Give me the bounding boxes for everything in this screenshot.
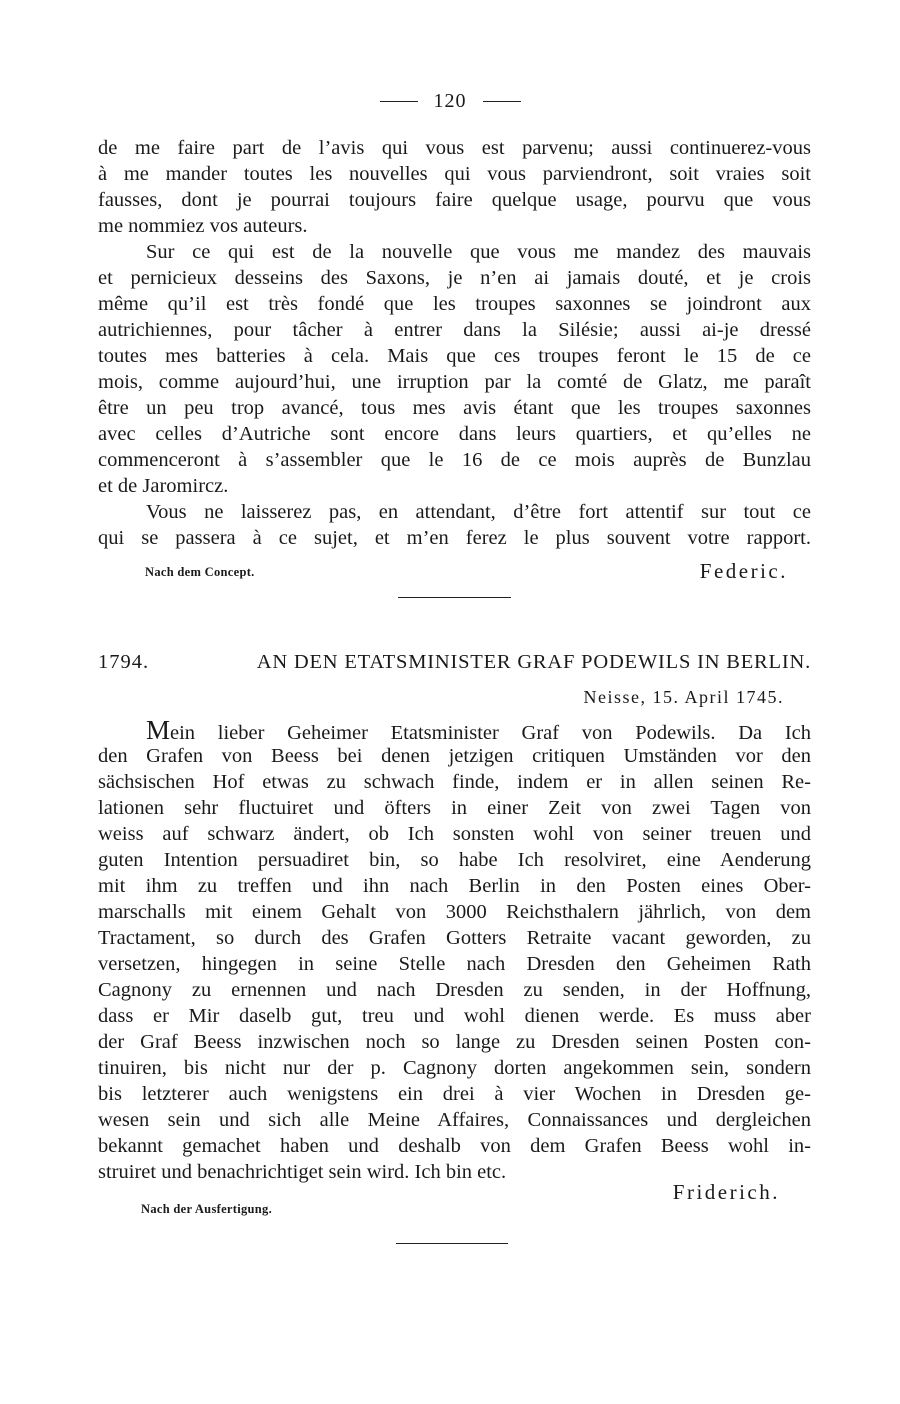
text-line: dass er Mir daselb gut, treu und wohl dienen werde. Es muss aber [98,1005,811,1027]
text-line: marschalls mit einem Gehalt von 3000 Reichsthalern jährlich, von dem [98,901,811,923]
text-line: commenceront à s’assembler que le 16 de ce mois auprès de Bunzlau [98,449,811,471]
text-line: être un peu trop avancé, tous mes avis étant que les troupes saxonnes [98,397,811,419]
text-line: lationen sehr fluctuiret und öfters in einer Zeit von zwei Tagen von [98,797,811,819]
header-rule-left [380,101,418,102]
letter-number: 1794. [98,651,150,673]
section-divider [396,1243,508,1244]
signature: Friderich. [672,1180,780,1204]
source-note: Nach dem Concept. [145,565,255,579]
text-line: autrichiennes, pour tâcher à entrer dans la Silésie; aussi ai-je dressé [98,319,811,341]
text-line: versetzen, hingegen in seine Stelle nach Dresden den Geheimen Rath [98,953,811,975]
text-line: avec celles d’Autriche sont encore dans leurs quartiers, et qu’elles ne [98,423,811,445]
text-line: guten Intention persuadiret bin, so habe Ich resolviret, eine Aenderung [98,849,811,871]
text-line: mit ihm zu treffen und ihn nach Berlin in den Posten eines Ober- [98,875,811,897]
text-line: mois, comme aujourd’hui, une irruption par la comté de Glatz, me paraît [98,371,811,393]
letter-1793-body [98,135,811,551]
text-line: weiss auf schwarz ändert, ob Ich sonsten wohl von seiner treuen und [98,823,811,845]
text-line: der Graf Beess inzwischen noch so lange zu Dresden seinen Posten con- [98,1031,811,1053]
page-number: 120 [433,89,467,112]
text-line: bis letzterer auch wenigstens ein drei à vier Wochen in Dresden ge- [98,1083,811,1105]
signature: Federic. [699,559,788,583]
section-divider [398,597,511,598]
text-line: Mein lieber Geheimer Etatsminister Graf von Podewils. Da Ich [146,715,811,745]
text-line: et de Jaromircz. [98,475,229,497]
text-line: fausses, dont je pourrai toujours faire quelque usage, pourvu que vous [98,189,811,211]
text-line: den Grafen von Beess bei denen jetzigen critiquen Umständen vor den [98,745,811,767]
text-line: struiret und benachrichtiget sein wird. Ich bin etc. [98,1161,507,1183]
text-line: me nommiez vos auteurs. [98,215,308,237]
initial-letter: M [146,715,171,745]
text-line: Vous ne laisserez pas, en attendant, d’être fort attentif sur tout ce [146,501,811,523]
text-line: de me faire part de l’avis qui vous est parvenu; aussi continuerez-vous [98,137,811,159]
header-rule-right [483,101,521,102]
text-line: Sur ce qui est de la nouvelle que vous me mandez des mauvais [146,241,811,263]
text-line: qui se passera à ce sujet, et m’en ferez le plus souvent votre rapport. [98,527,811,549]
text-line: Cagnony zu ernennen und nach Dresden zu senden, in der Hoffnung, [98,979,811,1001]
letter-dateline: Neisse, 15. April 1745. [583,687,784,707]
letter-addressee: AN DEN ETATSMINISTER GRAF PODEWILS IN BERLIN. [256,651,811,673]
text-line: toutes mes batteries à cela. Mais que ces troupes feront le 15 de ce [98,345,811,367]
letter-1794-body [98,717,811,1185]
page-header [0,88,900,114]
text-line: bekannt gemachet haben und deshalb von dem Grafen Beess wohl in- [98,1135,811,1157]
text-line: et pernicieux desseins des Saxons, je n’en ai jamais douté, et je crois [98,267,811,289]
text-line: Tractament, so durch des Grafen Gotters Retraite vacant geworden, zu [98,927,811,949]
text-line: à me mander toutes les nouvelles qui vous parviendront, soit vraies soit [98,163,811,185]
text-line: wesen sein und sich alle Meine Affaires, Connaissances und dergleichen [98,1109,811,1131]
text-line: tinuiren, bis nicht nur der p. Cagnony dorten angekommen sein, sondern [98,1057,811,1079]
text-line: sächsischen Hof etwas zu schwach finde, indem er in allen seinen Re- [98,771,811,793]
letter-heading [98,648,811,676]
source-note: Nach der Ausfertigung. [141,1202,273,1216]
text-line: même qu’il est très fondé que les troupes saxonnes se joindront aux [98,293,811,315]
